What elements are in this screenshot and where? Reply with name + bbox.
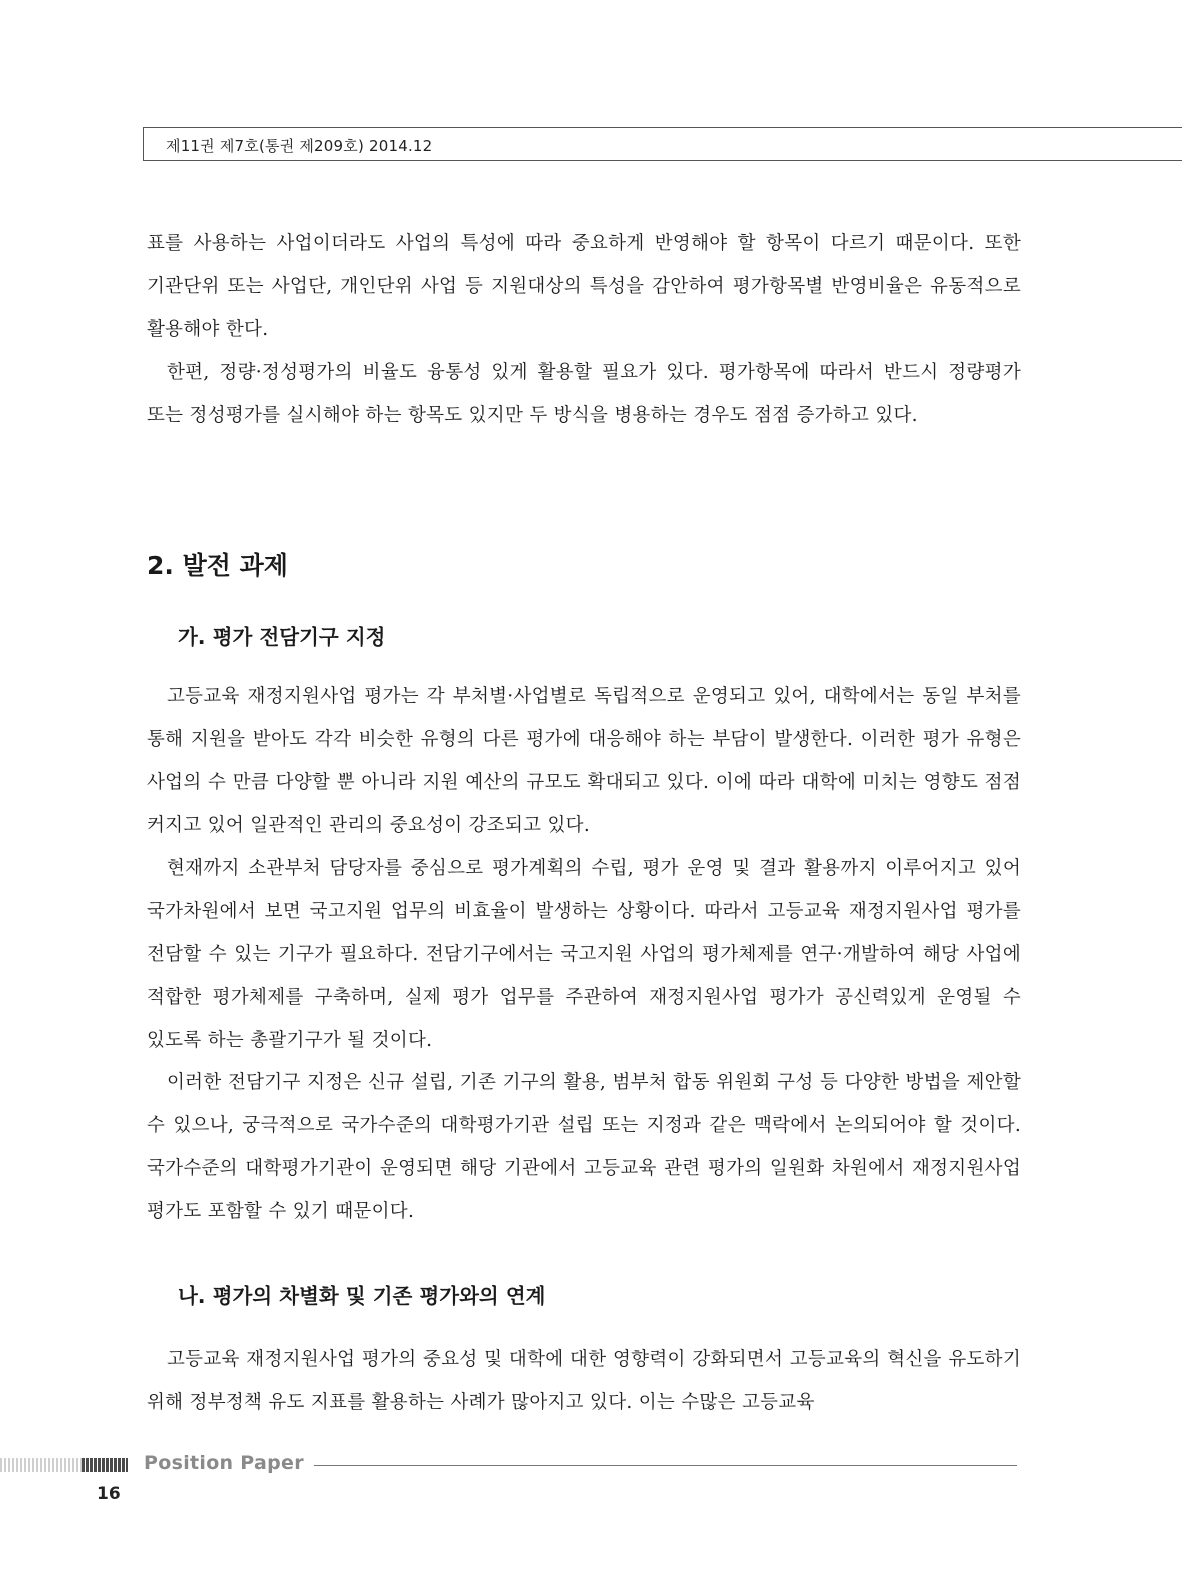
running-header [143,127,1182,161]
footer-rule [314,1465,1017,1466]
intro-paragraph-1: 표를 사용하는 사업이더라도 사업의 특성에 따라 중요하게 반영해야 할 항목이 다르기 때문이다. 또한 기관단위 또는 사업단, 개인단위 사업 등 지원대상의 특성을 감안하여 평가항목별 반영비율은 유동적으로 활용해야 한다. [147,233,1021,340]
footer-brand: Position Paper [144,1452,304,1474]
footer-decorative-bars [0,1458,128,1472]
subsection-a-heading: 가. 평가 전담기구 지정 [178,625,386,649]
running-header-title: 제11권 제7호(통권 제209호) 2014.12 [166,137,433,155]
page-number: 16 [97,1484,121,1504]
intro-paragraph-2: 한편, 정량·정성평가의 비율도 융통성 있게 활용할 필요가 있다. 평가항목에 따라서 반드시 정량평가 또는 정성평가를 실시해야 하는 항목도 있지만 두 방식을 병용하는 경우도 점점 증가하고 있다. [147,362,1021,426]
subsection-b-heading: 나. 평가의 차별화 및 기존 평가와의 연계 [178,1284,546,1308]
section-heading: 2. 발전 과제 [147,551,288,580]
subsection-a-paragraph-2: 현재까지 소관부처 담당자를 중심으로 평가계획의 수립, 평가 운영 및 결과 활용까지 이루어지고 있어 국가차원에서 보면 국고지원 업무의 비효율이 발생하는 상황이다. 따라서 고등교육 재정지원사업 평가를 전담할 수 있는 기구가 필요하다. 전담기구에서는 국고지원 사업의 평가체제를 연구·개발하여 해당 사업에 적합한 평가체제를 구축하며, 실제 평가 업무를 주관하여 재정지원사업 평가가 공신력있게 운영될 수 있도록 하는 총괄기구가 될 것이다. [147,858,1021,1051]
subsection-a-paragraph-1: 고등교육 재정지원사업 평가는 각 부처별·사업별로 독립적으로 운영되고 있어, 대학에서는 동일 부처를 통해 지원을 받아도 각각 비슷한 유형의 다른 평가에 대응해야 하는 부담이 발생한다. 이러한 평가 유형은 사업의 수 만큼 다양할 뿐 아니라 지원 예산의 규모도 확대되고 있다. 이에 따라 대학에 미치는 영향도 점점 커지고 있어 일관적인 관리의 중요성이 강조되고 있다. [147,686,1021,836]
subsection-b-paragraph-1: 고등교육 재정지원사업 평가의 중요성 및 대학에 대한 영향력이 강화되면서 고등교육의 혁신을 유도하기 위해 정부정책 유도 지표를 활용하는 사례가 많아지고 있다. 이는 수많은 고등교육 [147,1349,1021,1413]
subsection-a-paragraph-3: 이러한 전담기구 지정은 신규 설립, 기존 기구의 활용, 범부처 합동 위원회 구성 등 다양한 방법을 제안할 수 있으나, 궁극적으로 국가수준의 대학평가기관 설립 또는 지정과 같은 맥락에서 논의되어야 할 것이다. 국가수준의 대학평가기관이 운영되면 해당 기관에서 고등교육 관련 평가의 일원화 차원에서 재정지원사업 평가도 포함할 수 있기 때문이다. [147,1072,1021,1222]
